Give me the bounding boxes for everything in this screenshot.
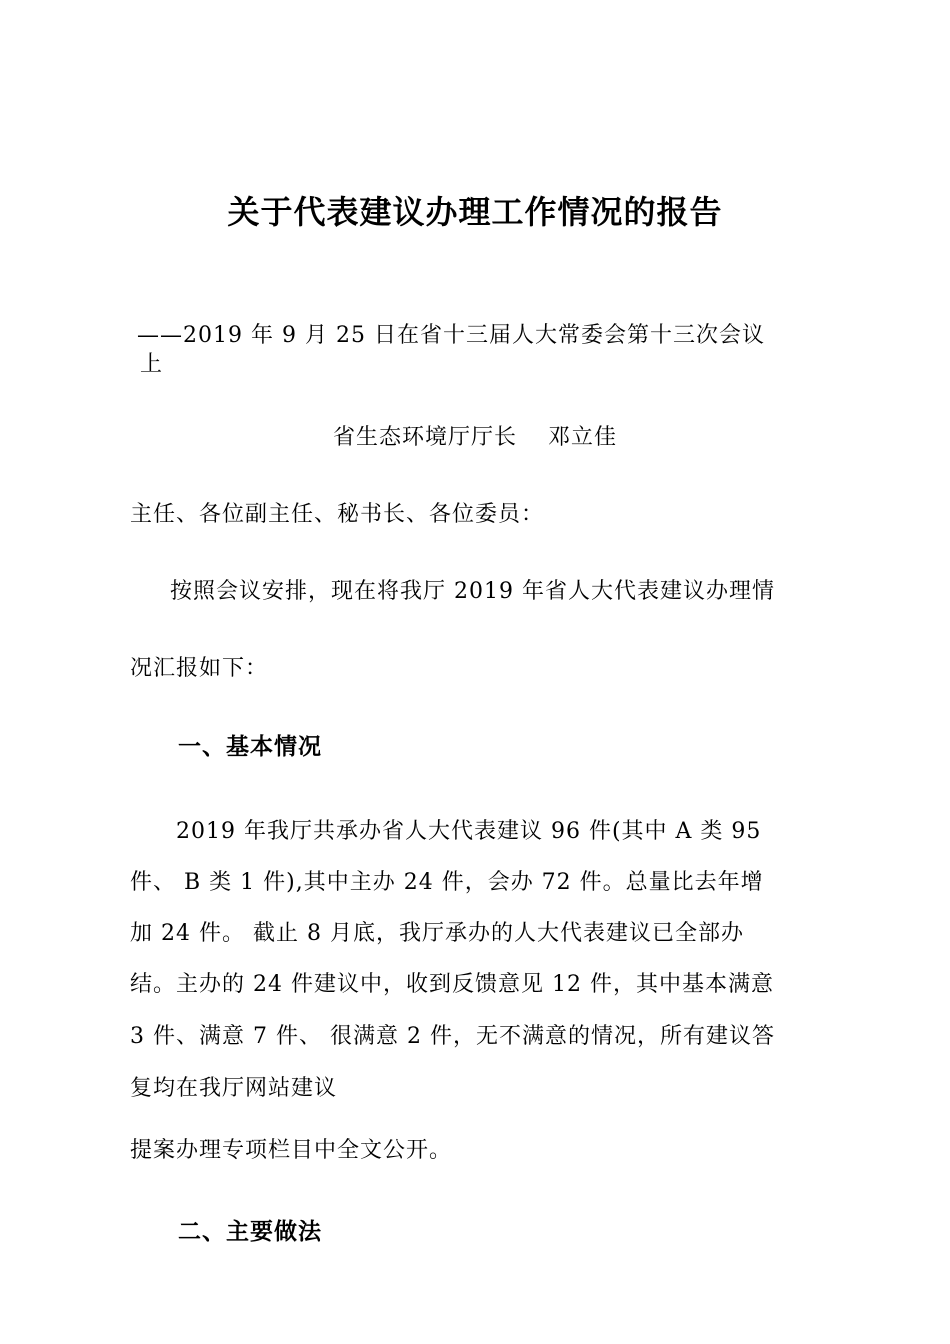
section-2-heading: 二、主要做法 <box>178 1219 322 1245</box>
section-1-line: 复均在我厅网站建议 <box>130 1076 338 1101</box>
intro-line-2: 况汇报如下： <box>130 656 269 681</box>
section-1-line: 2019 年我厅共承办省人大代表建议 96 件(其中 A 类 95 <box>176 819 762 844</box>
section-1-heading: 一、基本情况 <box>178 734 322 760</box>
intro-line-1: 按照会议安排，现在将我厅 2019 年省人大代表建议办理情 <box>170 579 775 604</box>
section-1-line: 结。主办的 24 件建议中，收到反馈意见 12 件，其中基本满意 <box>130 972 774 997</box>
section-1-line: 3 件、满意 7 件、 很满意 2 件，无不满意的情况，所有建议答 <box>130 1024 775 1049</box>
document-title: 关于代表建议办理工作情况的报告 <box>227 193 723 231</box>
subtitle-line-2: 上 <box>140 352 164 377</box>
section-1-line: 加 24 件。 截止 8 月底，我厅承办的人大代表建议已全部办 <box>130 921 744 946</box>
salutation: 主任、各位副主任、秘书长、各位委员： <box>130 502 545 527</box>
section-1-line: 提案办理专项栏目中全文公开。 <box>130 1138 453 1163</box>
section-1-line: 件、 B 类 1 件),其中主办 24 件，会办 72 件。总量比去年增 <box>130 870 764 895</box>
speaker-line: 省生态环境厅厅长 邓立佳 <box>333 425 617 450</box>
subtitle-line-1: ——2019 年 9 月 25 日在省十三届人大常委会第十三次会议 <box>137 323 765 348</box>
